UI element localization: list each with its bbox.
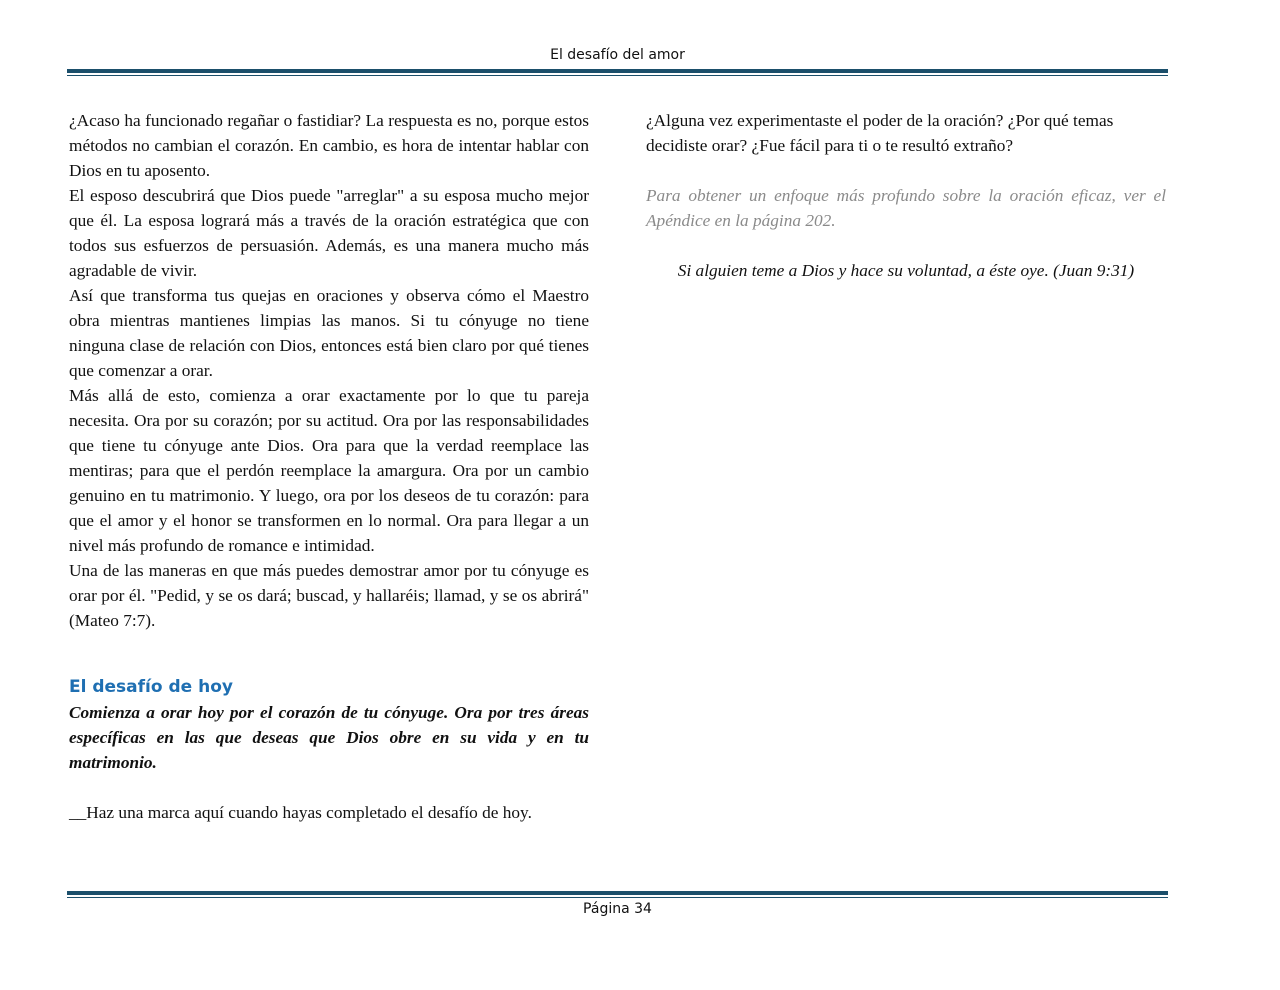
- body-paragraph: Así que transforma tus quejas en oraciones y observa cómo el Maestro obra mientras mantienes limpias las manos. Si tu cónyuge no tiene ninguna clase de relación con Dios, entonces está bien claro por qué tienes que comenzar a orar.: [69, 286, 589, 380]
- footer-divider-thin: [67, 897, 1168, 898]
- header-divider-thick: [67, 69, 1168, 73]
- left-column: [69, 108, 589, 825]
- challenge-text: Comienza a orar hoy por el corazón de tu cónyuge. Ora por tres áreas específicas en las que deseas que Dios obre en su vida y en tu matrimonio.: [69, 703, 589, 772]
- challenge-heading: El desafío de hoy: [69, 677, 233, 697]
- scripture-verse: Si alguien teme a Dios y hace su voluntad, a éste oye. (Juan 9:31): [677, 261, 1135, 280]
- spacer: [69, 633, 589, 658]
- header-divider-thin: [67, 75, 1168, 76]
- running-header-title: El desafío del amor: [550, 47, 685, 63]
- reflection-question: ¿Alguna vez experimentaste el poder de la oración? ¿Por qué temas decidiste orar? ¿Fue fácil para ti o te resultó extraño?: [646, 111, 1114, 155]
- challenge-checkbox-line: __Haz una marca aquí cuando hayas completado el desafío de hoy.: [69, 803, 532, 822]
- body-paragraph: Más allá de esto, comienza a orar exactamente por lo que tu pareja necesita. Ora por su corazón; por su actitud. Ora por las responsabilidades que tiene tu cónyuge ante Dios. Ora para que la verdad reemplace las mentiras; para que el perdón reemplace la amargura. Ora por un cambio genuino en tu matrimonio. Y luego, ora por los deseos de tu corazón: para que el amor y el honor se transformen en lo normal. Ora para llegar a un nivel más profundo de romance e intimidad.: [69, 386, 589, 555]
- spacer: [646, 158, 1166, 183]
- page-number: Página 34: [583, 901, 652, 917]
- body-paragraph: Una de las maneras en que más puedes demostrar amor por tu cónyuge es orar por él. "Pedid, y se os dará; buscad, y hallaréis; llamad, y se os abrirá" (Mateo 7:7).: [69, 561, 589, 630]
- spacer: [69, 775, 589, 800]
- header-divider: [67, 69, 1168, 76]
- body-paragraph: El esposo descubrirá que Dios puede "arreglar" a su esposa mucho mejor que él. La esposa logrará más a través de la oración estratégica que con todos sus esfuerzos de persuasión. Además, es una manera mucho más agradable de vivir.: [69, 186, 589, 280]
- spacer: [646, 233, 1166, 258]
- right-column: [646, 108, 1166, 283]
- appendix-note: Para obtener un enfoque más profundo sobre la oración eficaz, ver el Apéndice en la página 202.: [646, 186, 1166, 230]
- footer-divider-thick: [67, 891, 1168, 895]
- footer-divider: [67, 891, 1168, 898]
- body-paragraph: ¿Acaso ha funcionado regañar o fastidiar? La respuesta es no, porque estos métodos no cambian el corazón. En cambio, es hora de intentar hablar con Dios en tu aposento.: [69, 111, 589, 180]
